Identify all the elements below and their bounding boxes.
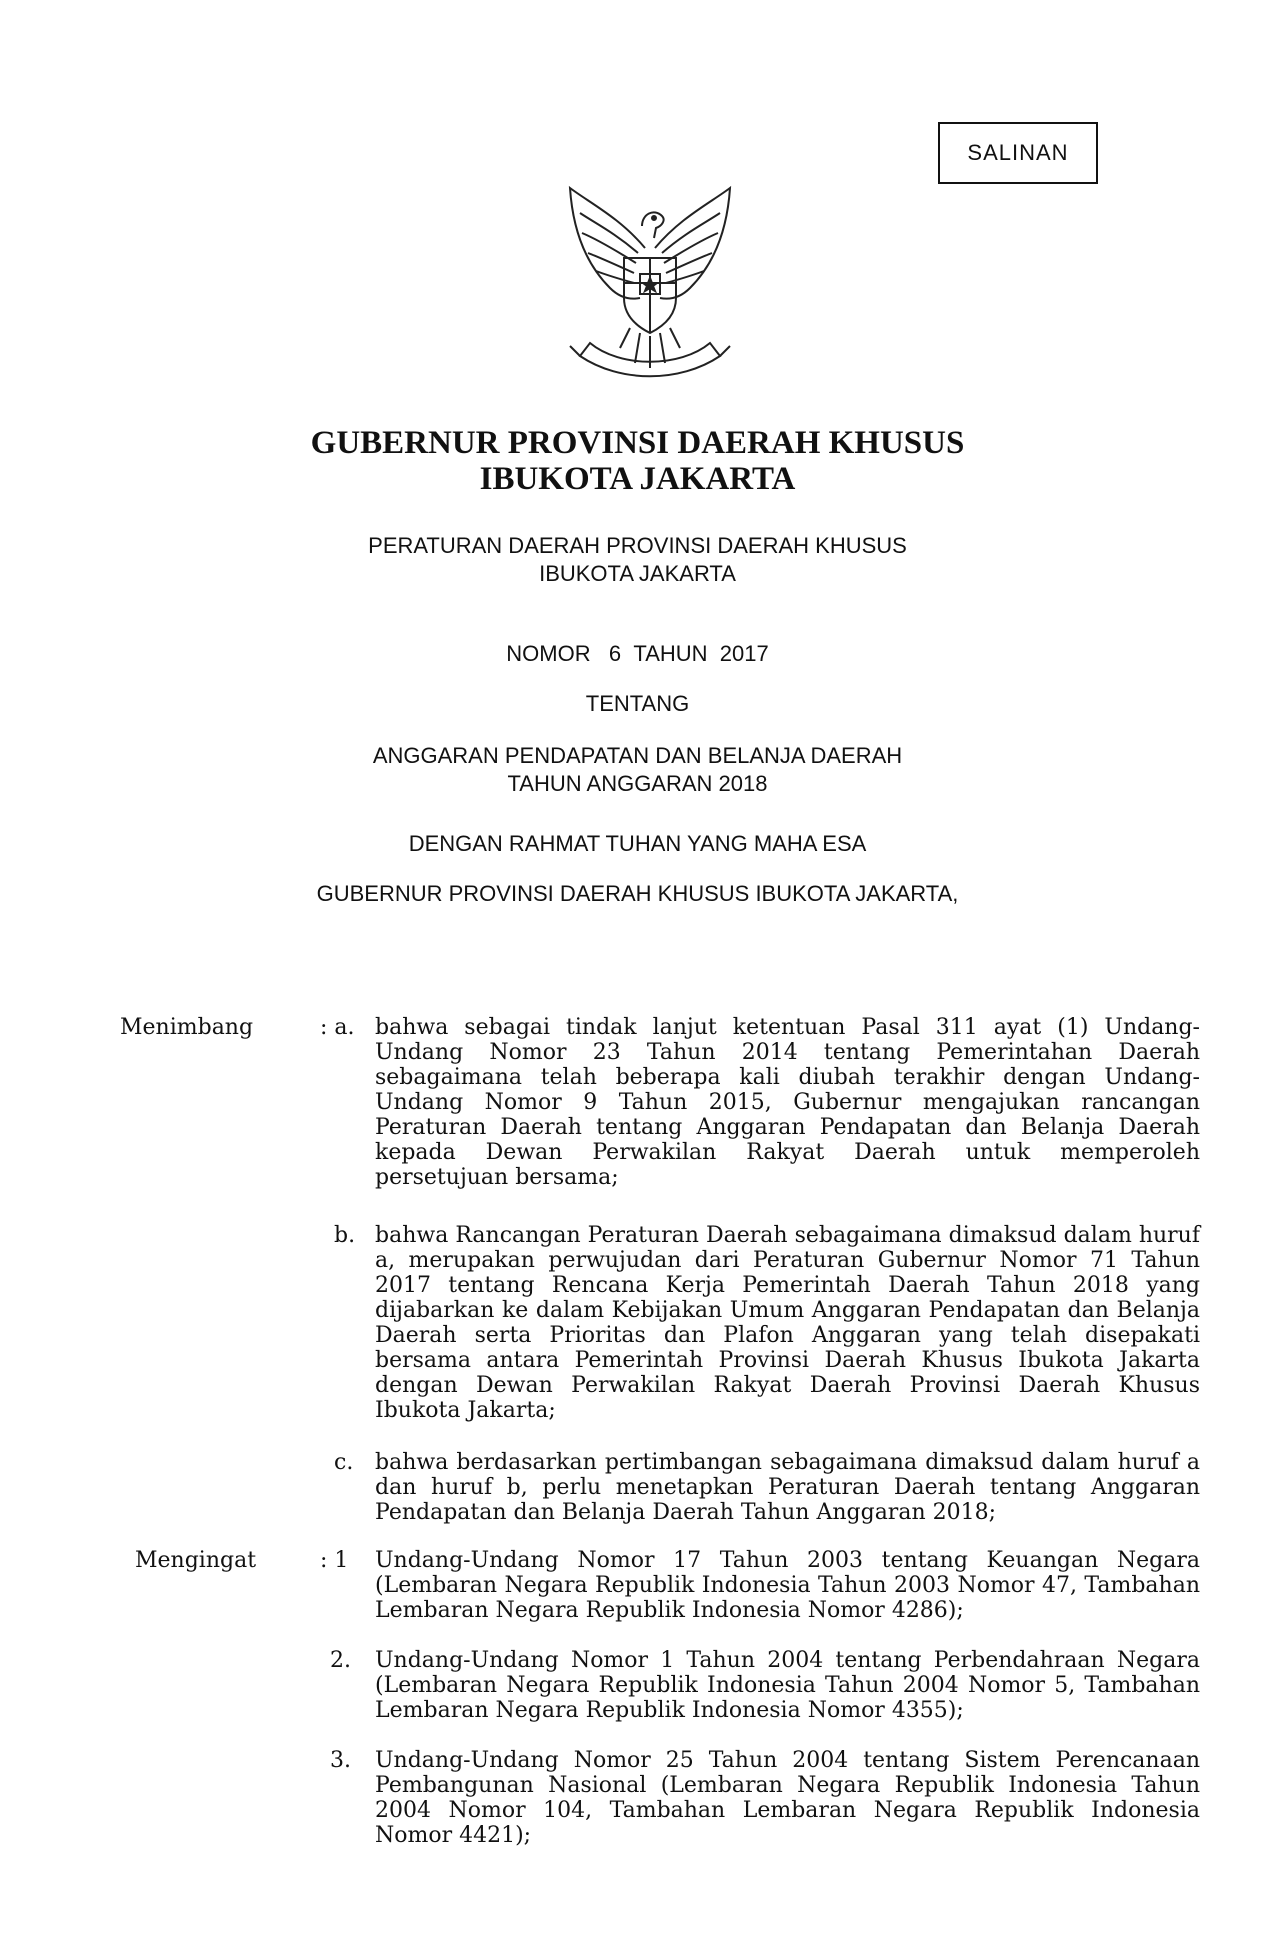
governor-title-line1: GUBERNUR PROVINSI DAERAH KHUSUS	[310, 425, 965, 461]
governor-title	[0, 425, 1275, 497]
subject-line1: ANGGARAN PENDAPATAN DAN BELANJA DAERAH	[372, 743, 903, 768]
mengingat-label: Mengingat	[135, 1548, 257, 1573]
nomor-label: NOMOR	[506, 641, 591, 666]
regulation-type-line2: IBUKOTA JAKARTA	[539, 561, 736, 586]
menimbang-item-b: bahwa Rancangan Peraturan Daerah sebagaimana dimaksud dalam huruf a, merupakan perwujudan dari Peraturan Gubernur Nomor 71 Tahun 2017 tentang Rencana Kerja Pemerintah Daerah Tahun 2018 yang dijabarkan ke dalam Kebijakan Umum Anggaran Pendapatan dan Belanja Daerah serta Prioritas dan Plafon Anggaran yang telah disepakati bersama antara Pemerintah Provinsi Daerah Khusus Ibukota Jakarta dengan Dewan Perwakilan Rakyat Daerah Provinsi Daerah Khusus Ibukota Jakarta;	[375, 1223, 1200, 1423]
mengingat-item-1: Undang-Undang Nomor 17 Tahun 2003 tentang Keuangan Negara (Lembaran Negara Republik Indonesia Tahun 2003 Nomor 47, Tambahan Lembaran Negara Republik Indonesia Nomor 4286);	[375, 1548, 1200, 1623]
menimbang-marker-b: b.	[334, 1223, 356, 1248]
mengingat-marker-1: : 1	[320, 1548, 349, 1573]
salinan-stamp: SALINAN	[938, 122, 1098, 184]
menimbang-marker-c: c.	[334, 1450, 354, 1475]
tentang-heading: TENTANG	[585, 691, 690, 716]
menimbang-item-a: bahwa sebagai tindak lanjut ketentuan Pasal 311 ayat (1) Undang-Undang Nomor 23 Tahun 2014 tentang Pemerintahan Daerah sebagaimana telah beberapa kali diubah terakhir dengan Undang-Undang Nomor 9 Tahun 2015, Gubernur mengajukan rancangan Peraturan Daerah tentang Anggaran Pendapatan dan Belanja Daerah kepada Dewan Perwakilan Rakyat Daerah untuk memperoleh persetujuan bersama;	[375, 1015, 1200, 1190]
governor-title-line2: IBUKOTA JAKARTA	[479, 461, 796, 497]
mengingat-item-3: Undang-Undang Nomor 25 Tahun 2004 tentang Sistem Perencanaan Pembangunan Nasional (Lembaran Negara Republik Indonesia Tahun 2004 Nomor 104, Tambahan Lembaran Negara Republik Indonesia Nomor 4421);	[375, 1748, 1200, 1848]
subject-line2: TAHUN ANGGARAN 2018	[507, 771, 768, 796]
mengingat-item-2: Undang-Undang Nomor 1 Tahun 2004 tentang Perbendahraan Negara (Lembaran Negara Republik Indonesia Tahun 2004 Nomor 5, Tambahan Lembaran Negara Republik Indonesia Nomor 4355);	[375, 1648, 1200, 1723]
nomor-value: 6	[608, 641, 622, 666]
issuer-line: GUBERNUR PROVINSI DAERAH KHUSUS IBUKOTA JAKARTA,	[316, 881, 959, 906]
regulation-type-line1: PERATURAN DAERAH PROVINSI DAERAH KHUSUS	[368, 533, 907, 558]
mengingat-marker-2: 2.	[330, 1648, 351, 1673]
menimbang-marker-a: : a.	[320, 1015, 355, 1040]
regulation-number	[0, 640, 1275, 668]
tahun-label: TAHUN	[633, 641, 708, 666]
menimbang-label: Menimbang	[120, 1015, 254, 1040]
garuda-pancasila-emblem-icon	[550, 178, 750, 388]
tahun-value: 2017	[719, 641, 769, 666]
regulation-subject	[0, 742, 1275, 798]
menimbang-item-c: bahwa berdasarkan pertimbangan sebagaimana dimaksud dalam huruf a dan huruf b, perlu menetapkan Peraturan Daerah tentang Anggaran Pendapatan dan Belanja Daerah Tahun Anggaran 2018;	[375, 1450, 1200, 1525]
regulation-type	[0, 532, 1275, 588]
preamble-line: DENGAN RAHMAT TUHAN YANG MAHA ESA	[408, 831, 867, 856]
mengingat-marker-3: 3.	[330, 1748, 351, 1773]
